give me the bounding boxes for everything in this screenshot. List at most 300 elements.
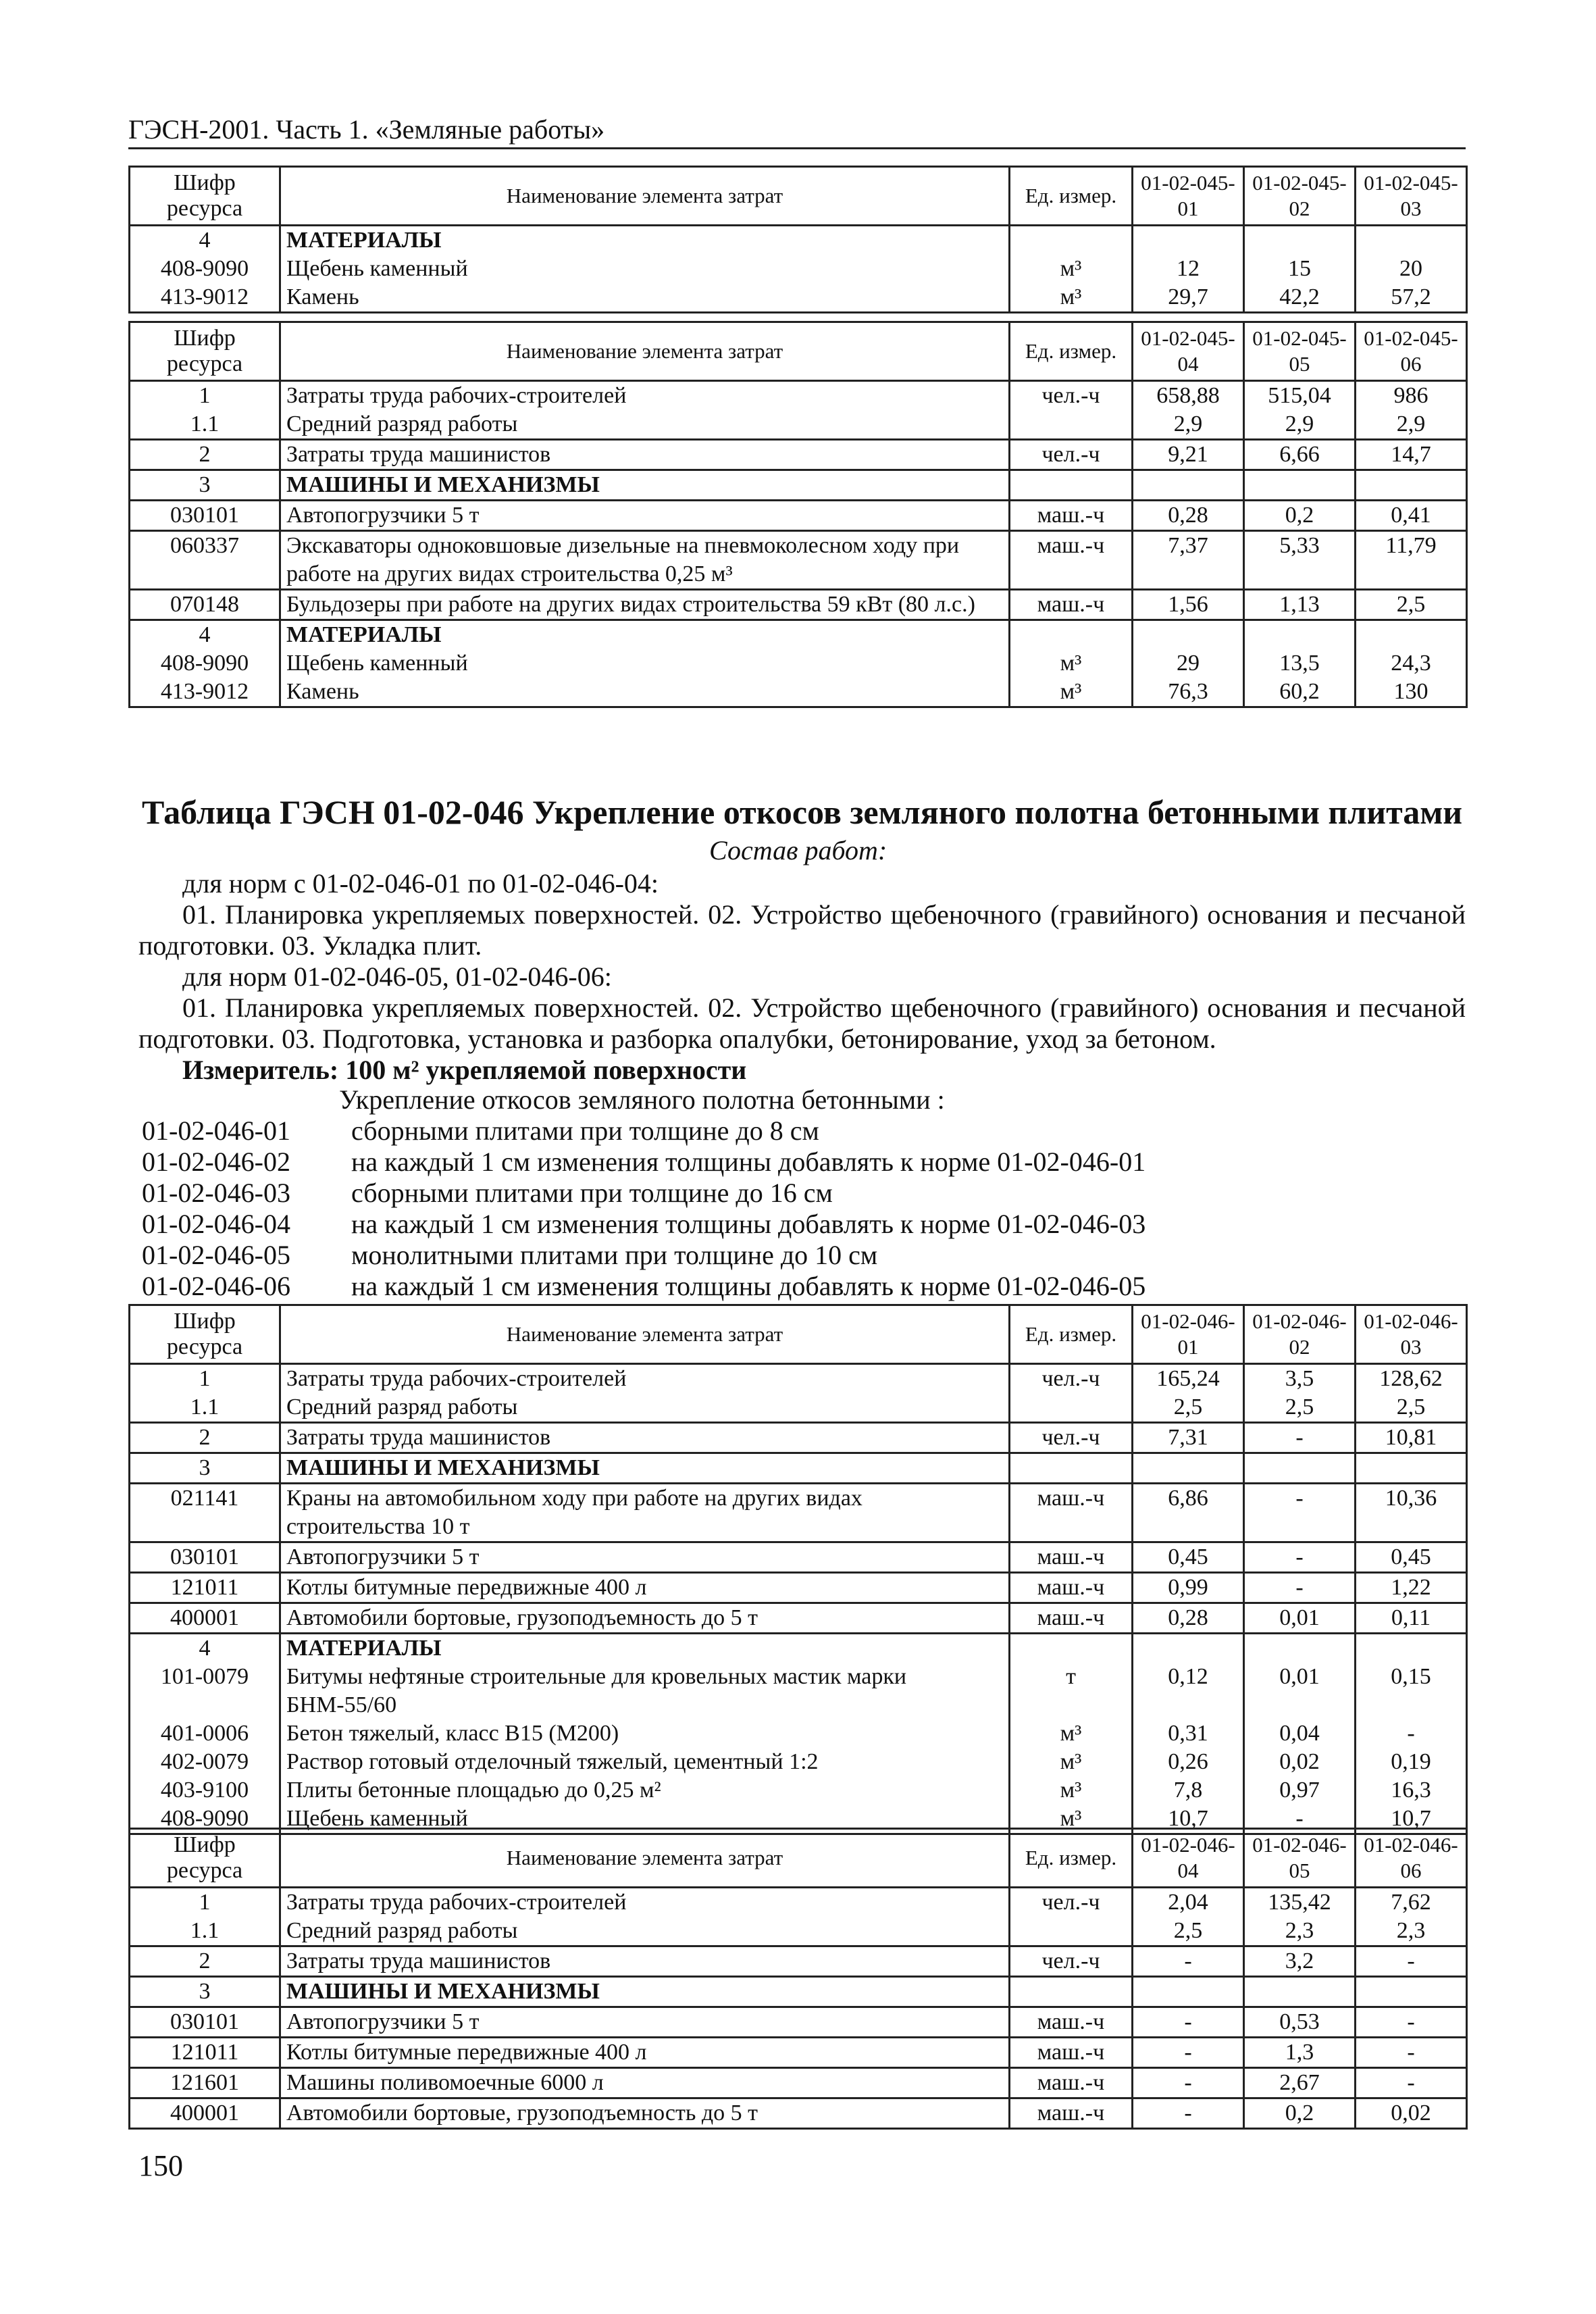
col-norm-header: 01-02-046-01 [1133, 1305, 1244, 1364]
resource-unit: чел.-ч [1010, 381, 1133, 411]
resource-value: - [1133, 2068, 1244, 2098]
resource-unit: маш.-ч [1010, 2068, 1133, 2098]
resource-value: 135,42 [1244, 1888, 1356, 1917]
resource-code: 4 [130, 620, 280, 650]
resource-code: 101-0079 [130, 1663, 280, 1719]
resource-name: Экскаваторы одноковшовые дизельные на пневмоколесном ходу при работе на других видах строительства 0,25 м³ [280, 531, 1010, 590]
resource-value: - [1133, 2098, 1244, 2129]
resource-value [1356, 226, 1467, 255]
table-row [130, 678, 1467, 707]
resource-unit [1010, 470, 1133, 501]
resource-unit: м³ [1010, 1748, 1133, 1776]
resource-unit: маш.-ч [1010, 590, 1133, 620]
resource-unit: м³ [1010, 1719, 1133, 1748]
resource-value: 0,2 [1244, 2098, 1356, 2129]
resource-value: 16,3 [1356, 1776, 1467, 1805]
table-row [130, 1977, 1467, 2007]
resource-value: - [1244, 1573, 1356, 1603]
resource-name: Автопогрузчики 5 т [280, 501, 1010, 531]
resource-value: 128,62 [1356, 1364, 1467, 1394]
resource-code: 121011 [130, 2038, 280, 2068]
resource-value: 2,67 [1244, 2068, 1356, 2098]
resource-value: 7,31 [1133, 1423, 1244, 1453]
table-row [130, 1573, 1467, 1603]
resource-name: Затраты труда рабочих-строителей [280, 381, 1010, 411]
resource-code: 1.1 [130, 410, 280, 440]
resource-unit [1010, 1453, 1133, 1484]
col-norm-header: 01-02-045-04 [1133, 322, 1244, 381]
resource-code: 1 [130, 381, 280, 411]
resource-value [1356, 1453, 1467, 1484]
resource-value: 0,26 [1133, 1748, 1244, 1776]
resource-value: 658,88 [1133, 381, 1244, 411]
norm-code: 01-02-046-02 [142, 1147, 290, 1177]
norm-list-item [142, 1209, 1466, 1240]
resource-code: 403-9100 [130, 1776, 280, 1805]
resource-code: 1 [130, 1888, 280, 1917]
resource-code: 3 [130, 1453, 280, 1484]
resource-value: 60,2 [1244, 678, 1356, 707]
norms-range-2: для норм 01-02-046-05, 01-02-046-06: [182, 961, 612, 992]
resource-unit: чел.-ч [1010, 440, 1133, 470]
resource-value: 0,19 [1356, 1748, 1467, 1776]
resource-value [1133, 620, 1244, 650]
table-row [130, 2038, 1467, 2068]
resource-table-045-04-06 [128, 321, 1468, 708]
resource-unit: маш.-ч [1010, 1484, 1133, 1542]
resource-unit: чел.-ч [1010, 1888, 1133, 1917]
resource-value: 2,5 [1133, 1917, 1244, 1946]
resource-value: 13,5 [1244, 649, 1356, 678]
table-row [130, 1364, 1467, 1394]
resource-value: 20 [1356, 255, 1467, 283]
resource-value: 0,12 [1133, 1663, 1244, 1719]
norms-range-1: для норм с 01-02-046-01 по 01-02-046-04: [182, 868, 659, 899]
resource-value [1356, 1634, 1467, 1663]
resource-table-046-01-03 [128, 1304, 1468, 1835]
resource-value: 2,04 [1133, 1888, 1244, 1917]
resource-value [1133, 1453, 1244, 1484]
table-row [130, 1888, 1467, 1917]
resource-name: Камень [280, 283, 1010, 313]
norm-list-item [142, 1178, 1466, 1209]
table-row [130, 590, 1467, 620]
page-number: 150 [138, 2149, 183, 2182]
resource-value: 0,01 [1244, 1663, 1356, 1719]
norm-list-item [142, 1271, 1466, 1302]
col-norm-header: 01-02-046-04 [1133, 1829, 1244, 1888]
resource-value [1244, 226, 1356, 255]
resource-name: Автомобили бортовые, грузоподъемность до 5 т [280, 1603, 1010, 1634]
resource-value [1356, 620, 1467, 650]
resource-value: 0,45 [1133, 1542, 1244, 1573]
table-row [130, 2098, 1467, 2129]
resource-code: 021141 [130, 1484, 280, 1542]
resource-value: 2,5 [1244, 1393, 1356, 1423]
table-row [130, 1776, 1467, 1805]
resource-name: МАТЕРИАЛЫ [280, 1634, 1010, 1663]
table-row [130, 1634, 1467, 1663]
resource-value: 2,9 [1356, 410, 1467, 440]
resource-unit [1010, 1634, 1133, 1663]
table-row [130, 1946, 1467, 1977]
col-name-header: Наименование элемента затрат [280, 167, 1010, 226]
resource-value [1244, 1453, 1356, 1484]
table-row [130, 531, 1467, 590]
norm-list-intro [142, 1084, 1466, 1115]
col-unit-header: Ед. измер. [1010, 322, 1133, 381]
resource-value: 76,3 [1133, 678, 1244, 707]
resource-code: 413-9012 [130, 283, 280, 313]
col-code-header: Шифр ресурса [130, 1829, 280, 1888]
resource-value: 1,13 [1244, 590, 1356, 620]
resource-name: МАШИНЫ И МЕХАНИЗМЫ [280, 1453, 1010, 1484]
resource-name: Краны на автомобильном ходу при работе на других видах строительства 10 т [280, 1484, 1010, 1542]
resource-value: 0,04 [1244, 1719, 1356, 1748]
resource-value: 6,86 [1133, 1484, 1244, 1542]
table-row [130, 2007, 1467, 2038]
resource-name: Затраты труда машинистов [280, 1946, 1010, 1977]
resource-unit [1010, 1917, 1133, 1946]
resource-value: 2,5 [1133, 1393, 1244, 1423]
table-row [130, 381, 1467, 411]
resource-value: 515,04 [1244, 381, 1356, 411]
resource-value: 0,97 [1244, 1776, 1356, 1805]
resource-value: 2,5 [1356, 1393, 1467, 1423]
table-header-row [130, 1829, 1467, 1888]
resource-name: Котлы битумные передвижные 400 л [280, 1573, 1010, 1603]
col-name-header: Наименование элемента затрат [280, 1829, 1010, 1888]
resource-name: Автопогрузчики 5 т [280, 2007, 1010, 2038]
table-row [130, 2068, 1467, 2098]
resource-unit: маш.-ч [1010, 501, 1133, 531]
resource-name: Машины поливомоечные 6000 л [280, 2068, 1010, 2098]
table-row [130, 501, 1467, 531]
col-name-header: Наименование элемента затрат [280, 322, 1010, 381]
col-code-header: Шифр ресурса [130, 322, 280, 381]
resource-name: Битумы нефтяные строительные для кровельных мастик марки БНМ-55/60 [280, 1663, 1010, 1719]
resource-unit: маш.-ч [1010, 1542, 1133, 1573]
table-row [130, 1603, 1467, 1634]
resource-value: 10,7 [1356, 1805, 1467, 1834]
col-name-header: Наименование элемента затрат [280, 1305, 1010, 1364]
resource-value: 6,66 [1244, 440, 1356, 470]
table-row [130, 1393, 1467, 1423]
resource-code: 060337 [130, 531, 280, 590]
resource-value: 7,37 [1133, 531, 1244, 590]
resource-value [1356, 470, 1467, 501]
resource-unit: м³ [1010, 1776, 1133, 1805]
resource-unit [1010, 1977, 1133, 2007]
resource-value [1244, 470, 1356, 501]
resource-value [1244, 1634, 1356, 1663]
norm-description: сборными плитами при толщине до 8 см [351, 1115, 819, 1146]
resource-value: 0,02 [1244, 1748, 1356, 1776]
section-title: Таблица ГЭСН 01-02-046 Укрепление откосов земляного полотна бетонными плитами [142, 793, 1463, 831]
col-code-header: Шифр ресурса [130, 1305, 280, 1364]
table-row [130, 1484, 1467, 1542]
norm-description: на каждый 1 см изменения толщины добавлять к норме 01-02-046-01 [351, 1147, 1146, 1177]
resource-code: 4 [130, 226, 280, 255]
norm-description: сборными плитами при толщине до 16 см [351, 1178, 833, 1208]
resource-name: МАТЕРИАЛЫ [280, 226, 1010, 255]
norm-list-item [142, 1240, 1466, 1271]
resource-code: 3 [130, 470, 280, 501]
col-norm-header: 01-02-045-03 [1356, 167, 1467, 226]
norm-list-item [142, 1147, 1466, 1178]
resource-value: 130 [1356, 678, 1467, 707]
resource-code: 121601 [130, 2068, 280, 2098]
resource-table-045-01-03 [128, 166, 1468, 313]
resource-value: - [1356, 1719, 1467, 1748]
resource-code: 400001 [130, 1603, 280, 1634]
resource-code: 400001 [130, 2098, 280, 2129]
resource-code: 030101 [130, 1542, 280, 1573]
resource-code: 4 [130, 1634, 280, 1663]
resource-unit [1010, 410, 1133, 440]
work-composition-2: 01. Планировка укрепляемых поверхностей. 02. Устройство щебеночного (гравийного) основания и песчаной подготовки. 03. Подготовка, установка и разборка опалубки, бетонирование, уход за бетоном. [138, 992, 1466, 1054]
col-norm-header: 01-02-046-06 [1356, 1829, 1467, 1888]
resource-value [1133, 1634, 1244, 1663]
resource-value [1133, 226, 1244, 255]
resource-table-046-04-06 [128, 1828, 1468, 2130]
resource-code: 1.1 [130, 1917, 280, 1946]
resource-value: 3,2 [1244, 1946, 1356, 1977]
resource-value: 2,3 [1244, 1917, 1356, 1946]
table-row [130, 1542, 1467, 1573]
resource-name: Бульдозеры при работе на других видах строительства 59 кВт (80 л.с.) [280, 590, 1010, 620]
resource-code: 3 [130, 1977, 280, 2007]
resource-code: 408-9090 [130, 649, 280, 678]
resource-name: Плиты бетонные площадью до 0,25 м² [280, 1776, 1010, 1805]
resource-value: - [1356, 1946, 1467, 1977]
resource-name: Затраты труда рабочих-строителей [280, 1888, 1010, 1917]
norm-description: на каждый 1 см изменения толщины добавлять к норме 01-02-046-05 [351, 1271, 1146, 1301]
resource-unit: маш.-ч [1010, 1603, 1133, 1634]
norm-code: 01-02-046-03 [142, 1178, 290, 1208]
resource-value: 0,45 [1356, 1542, 1467, 1573]
resource-value: - [1356, 2007, 1467, 2038]
resource-value: 42,2 [1244, 283, 1356, 313]
col-norm-header: 01-02-046-03 [1356, 1305, 1467, 1364]
table-row [130, 649, 1467, 678]
table-row [130, 1748, 1467, 1776]
table-row [130, 1423, 1467, 1453]
resource-unit: маш.-ч [1010, 2038, 1133, 2068]
resource-value: 0,11 [1356, 1603, 1467, 1634]
table-row [130, 440, 1467, 470]
resource-value: 1,56 [1133, 590, 1244, 620]
resource-value: 10,7 [1133, 1805, 1244, 1834]
resource-value: 9,21 [1133, 440, 1244, 470]
table-row [130, 1453, 1467, 1484]
resource-name: МАШИНЫ И МЕХАНИЗМЫ [280, 470, 1010, 501]
col-unit-header: Ед. измер. [1010, 167, 1133, 226]
resource-name: Затраты труда машинистов [280, 440, 1010, 470]
norm-list [142, 1084, 1466, 1302]
table-row [130, 470, 1467, 501]
resource-value: - [1244, 1484, 1356, 1542]
resource-unit [1010, 620, 1133, 650]
col-norm-header: 01-02-045-06 [1356, 322, 1467, 381]
resource-code: 408-9090 [130, 1805, 280, 1834]
resource-name: Щебень каменный [280, 255, 1010, 283]
resource-unit: маш.-ч [1010, 2007, 1133, 2038]
resource-value: - [1244, 1805, 1356, 1834]
table-row [130, 620, 1467, 650]
resource-unit: м³ [1010, 1805, 1133, 1834]
resource-name: Средний разряд работы [280, 1917, 1010, 1946]
table-row [130, 283, 1467, 313]
resource-value: - [1356, 2038, 1467, 2068]
resource-unit: чел.-ч [1010, 1364, 1133, 1394]
table-row [130, 1917, 1467, 1946]
resource-code: 408-9090 [130, 255, 280, 283]
col-code-header: Шифр ресурса [130, 167, 280, 226]
resource-value: - [1133, 1946, 1244, 1977]
resource-value: 14,7 [1356, 440, 1467, 470]
resource-unit: чел.-ч [1010, 1946, 1133, 1977]
table-header-row [130, 1305, 1467, 1364]
resource-name: Котлы битумные передвижные 400 л [280, 2038, 1010, 2068]
resource-value [1133, 1977, 1244, 2007]
resource-value: - [1133, 2038, 1244, 2068]
col-norm-header: 01-02-045-01 [1133, 167, 1244, 226]
table-row [130, 255, 1467, 283]
norm-description: на каждый 1 см изменения толщины добавлять к норме 01-02-046-03 [351, 1209, 1146, 1239]
resource-code: 121011 [130, 1573, 280, 1603]
resource-value: 24,3 [1356, 649, 1467, 678]
resource-name: Щебень каменный [280, 1805, 1010, 1834]
measure-unit: Измеритель: 100 м² укрепляемой поверхности [182, 1055, 747, 1085]
resource-value: 165,24 [1133, 1364, 1244, 1394]
resource-unit: маш.-ч [1010, 2098, 1133, 2129]
table-header-row [130, 167, 1467, 226]
table-header-row [130, 322, 1467, 381]
resource-unit [1010, 1393, 1133, 1423]
resource-value: 15 [1244, 255, 1356, 283]
norm-list-item [142, 1115, 1466, 1147]
resource-name: Щебень каменный [280, 649, 1010, 678]
resource-value: - [1356, 2068, 1467, 2098]
norm-code: 01-02-046-06 [142, 1271, 290, 1301]
resource-unit: т [1010, 1663, 1133, 1719]
col-norm-header: 01-02-046-02 [1244, 1305, 1356, 1364]
table-row [130, 410, 1467, 440]
norm-intro-text: Укрепление откосов земляного полотна бетонными : [339, 1084, 945, 1115]
resource-code: 070148 [130, 590, 280, 620]
resource-value: 29 [1133, 649, 1244, 678]
resource-value: 7,62 [1356, 1888, 1467, 1917]
table-row [130, 1719, 1467, 1748]
table-row [130, 226, 1467, 255]
running-header: ГЭСН-2001. Часть 1. «Земляные работы» [128, 115, 1466, 149]
resource-value: 0,2 [1244, 501, 1356, 531]
norm-code: 01-02-046-04 [142, 1209, 290, 1239]
norm-code: 01-02-046-05 [142, 1240, 290, 1270]
resource-code: 402-0079 [130, 1748, 280, 1776]
table-row [130, 1663, 1467, 1719]
resource-value: 1,3 [1244, 2038, 1356, 2068]
resource-value: 1,22 [1356, 1573, 1467, 1603]
resource-value: 0,15 [1356, 1663, 1467, 1719]
resource-value: 10,36 [1356, 1484, 1467, 1542]
resource-value: 57,2 [1356, 283, 1467, 313]
resource-code: 030101 [130, 2007, 280, 2038]
resource-value: 2,9 [1244, 410, 1356, 440]
resource-value [1244, 620, 1356, 650]
col-unit-header: Ед. измер. [1010, 1829, 1133, 1888]
resource-value: 11,79 [1356, 531, 1467, 590]
resource-name: МАШИНЫ И МЕХАНИЗМЫ [280, 1977, 1010, 2007]
resource-value: 0,28 [1133, 501, 1244, 531]
resource-unit [1010, 226, 1133, 255]
resource-value [1133, 470, 1244, 501]
resource-code: 401-0006 [130, 1719, 280, 1748]
resource-value: 0,01 [1244, 1603, 1356, 1634]
resource-unit: м³ [1010, 678, 1133, 707]
resource-unit: м³ [1010, 255, 1133, 283]
resource-name: Затраты труда рабочих-строителей [280, 1364, 1010, 1394]
resource-value: 10,81 [1356, 1423, 1467, 1453]
resource-value: - [1133, 2007, 1244, 2038]
norm-code: 01-02-046-01 [142, 1115, 290, 1146]
resource-name: МАТЕРИАЛЫ [280, 620, 1010, 650]
work-composition-heading: Состав работ: [709, 835, 887, 865]
resource-name: Бетон тяжелый, класс В15 (М200) [280, 1719, 1010, 1748]
resource-value: 29,7 [1133, 283, 1244, 313]
resource-value: 12 [1133, 255, 1244, 283]
col-norm-header: 01-02-045-02 [1244, 167, 1356, 226]
resource-code: 2 [130, 1946, 280, 1977]
resource-value: 0,41 [1356, 501, 1467, 531]
resource-value: 2,5 [1356, 590, 1467, 620]
resource-value: 0,02 [1356, 2098, 1467, 2129]
resource-unit: маш.-ч [1010, 531, 1133, 590]
resource-code: 1 [130, 1364, 280, 1394]
resource-value: 0,53 [1244, 2007, 1356, 2038]
resource-value: 2,3 [1356, 1917, 1467, 1946]
resource-unit: чел.-ч [1010, 1423, 1133, 1453]
resource-value: - [1244, 1423, 1356, 1453]
resource-code: 2 [130, 1423, 280, 1453]
resource-value: 986 [1356, 381, 1467, 411]
resource-unit: м³ [1010, 649, 1133, 678]
resource-code: 1.1 [130, 1393, 280, 1423]
resource-value [1244, 1977, 1356, 2007]
resource-name: Затраты труда машинистов [280, 1423, 1010, 1453]
resource-unit: маш.-ч [1010, 1573, 1133, 1603]
resource-code: 413-9012 [130, 678, 280, 707]
resource-value: 7,8 [1133, 1776, 1244, 1805]
resource-code: 2 [130, 440, 280, 470]
work-composition-1: 01. Планировка укрепляемых поверхностей. 02. Устройство щебеночного (гравийного) основания и песчаной подготовки. 03. Укладка плит. [138, 899, 1466, 961]
resource-value [1356, 1977, 1467, 2007]
resource-name: Камень [280, 678, 1010, 707]
resource-code: 030101 [130, 501, 280, 531]
resource-value: - [1244, 1542, 1356, 1573]
resource-name: Средний разряд работы [280, 410, 1010, 440]
resource-value: 5,33 [1244, 531, 1356, 590]
resource-name: Средний разряд работы [280, 1393, 1010, 1423]
col-norm-header: 01-02-045-05 [1244, 322, 1356, 381]
col-unit-header: Ед. измер. [1010, 1305, 1133, 1364]
resource-value: 0,31 [1133, 1719, 1244, 1748]
col-norm-header: 01-02-046-05 [1244, 1829, 1356, 1888]
resource-name: Автомобили бортовые, грузоподъемность до 5 т [280, 2098, 1010, 2129]
resource-value: 3,5 [1244, 1364, 1356, 1394]
resource-value: 0,28 [1133, 1603, 1244, 1634]
